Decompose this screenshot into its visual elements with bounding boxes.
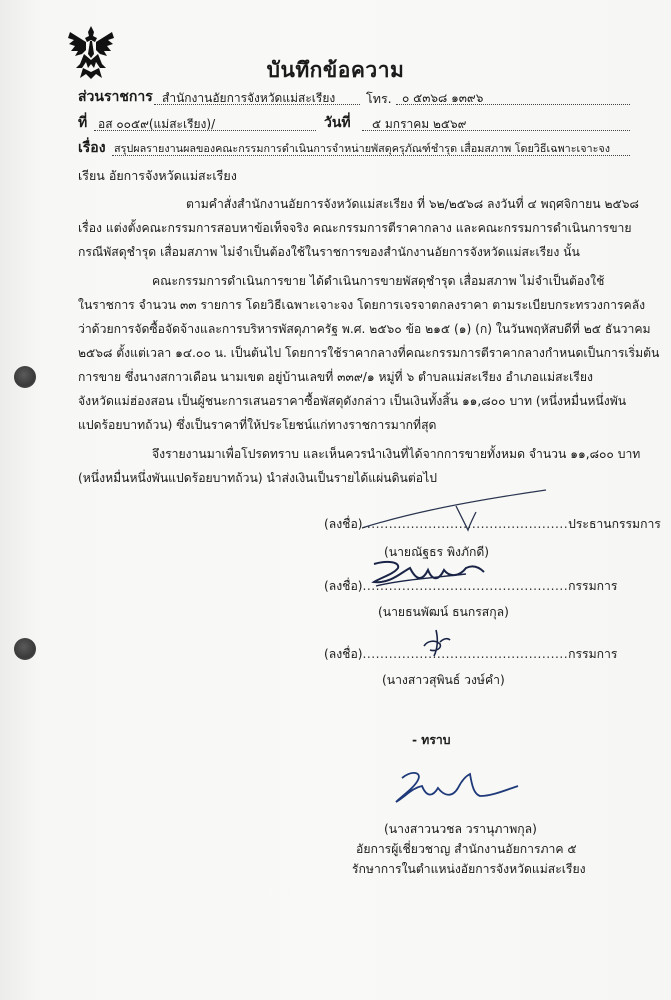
signature-3-prefix: (ลงชื่อ): [324, 647, 363, 661]
date-value: ๕ มกราคม ๒๕๖๙: [372, 117, 467, 131]
paragraph2-line1: คณะกรรมการดำเนินการขาย ได้ดำเนินการขายพัสดุชำรุด เสื่อมสภาพ ไม่จำเป็นต้องใช้: [152, 274, 605, 288]
signature-2-line: [324, 577, 617, 596]
signature-1-name: (นายณัฐธร พิงภักดี): [384, 545, 490, 559]
tel-value: ๐ ๕๓๖๘ ๑๓๙๖: [402, 91, 484, 105]
signature-prosecutor-icon: [392, 766, 522, 806]
paragraph2-line6: จังหวัดแม่ฮ่องสอน เป็นผู้ชนะการเสนอราคาซื้อพัสดุดังกล่าว เป็นเงินทั้งสิ้น ๑๑,๘๐๐ บาท (หนึ่งหมื่นหนึ่งพัน: [78, 394, 627, 408]
paragraph2-line7: แปดร้อยบาทถ้วน) ซึ่งเป็นราคาที่ให้ประโยชน์แก่ทางราชการมากที่สุด: [78, 418, 437, 432]
date-label: วันที่: [324, 115, 351, 131]
paragraph2-line4: ๒๕๖๘ ตั้งแต่เวลา ๑๔.๐๐ น. เป็นต้นไป โดยการใช้ราคากลางที่คณะกรรมการตีราคากลางกำหนดเป็นการเริ่มต้น: [78, 346, 660, 360]
paragraph3-line2: (หนึ่งหมื่นหนึ่งพันแปดร้อยบาทถ้วน) นำส่งเงินเป็นรายได้แผ่นดินต่อไป: [78, 471, 437, 485]
signature-3-dots: ...............................................: [362, 647, 569, 661]
subject-value: สรุปผลรายงานผลของคณะกรรมการดำเนินการจำหน่ายพัสดุครุภัณฑ์ชำรุด เสื่อมสภาพ โดยวิธีเฉพาะเจาะจง: [114, 142, 611, 155]
punch-hole-bottom: [14, 638, 36, 660]
tel-label: โทร.: [366, 91, 392, 106]
ref-value: อส ๐๐๕๙(แม่สะเรียง)/: [98, 117, 216, 131]
signature-3-role: กรรมการ: [568, 647, 618, 661]
signature-3-line: [324, 645, 617, 664]
signature-2-dots: ...............................................: [362, 579, 569, 593]
subject-row: [78, 137, 106, 159]
prosecutor-position1: อัยการผู้เชี่ยวชาญ สำนักงานอัยการภาค ๕: [356, 842, 577, 856]
paragraph1-line1: ตามคำสั่งสำนักงานอัยการจังหวัดแม่สะเรียง ที่ ๖๒/๒๕๖๘ ลงวันที่ ๔ พฤศจิกายน ๒๕๖๘: [186, 197, 639, 211]
signature-3-name: (นางสาวสุพินธ์ วงษ์คำ): [382, 673, 505, 687]
subject-label: เรื่อง: [78, 140, 106, 156]
punch-hole-top: [14, 366, 36, 388]
paragraph2-line2: ในราชการ จำนวน ๓๓ รายการ โดยวิธีเฉพาะเจาะจง โดยการเจรจาตกลงราคา ตามระเบียบกระทรวงการคลัง: [78, 298, 646, 312]
prosecutor-name: (นางสาวนวชล วรานุภาพกุล): [384, 822, 537, 836]
agency-label: ส่วนราชการ: [78, 89, 153, 105]
signature-2-name: (นายธนพัฒน์ ธนกรสกุล): [378, 605, 509, 619]
ref-row: [78, 112, 87, 134]
memo-title: บันทึกข้อความ: [266, 58, 405, 82]
signature-1-dots: ...............................................: [362, 517, 569, 531]
paragraph1-line3: กรณีพัสดุชำรุด เสื่อมสภาพ ไม่จำเป็นต้องใช้ในราชการของสำนักงานอัยการจังหวัดแม่สะเรียง นั้น: [78, 245, 580, 259]
signature-2-prefix: (ลงชื่อ): [324, 579, 363, 593]
signature-1-line: [324, 515, 661, 534]
salutation: เรียน อัยการจังหวัดแม่สะเรียง: [78, 168, 237, 183]
date-row: [324, 112, 351, 134]
paragraph2-line3: ว่าด้วยการจัดซื้อจัดจ้างและการบริหารพัสดุภาครัฐ พ.ศ. ๒๕๖๐ ข้อ ๒๑๕ (๑) (ก) ในวันพฤหัสบดีที่ ๒๕ ธันวาคม: [78, 322, 651, 336]
ref-label: ที่: [78, 115, 88, 131]
acknowledge-text: - ทราบ: [412, 733, 451, 747]
agency-row: [78, 86, 153, 108]
signature-1-prefix: (ลงชื่อ): [324, 517, 363, 531]
signature-1-role: ประธานกรรมการ: [568, 517, 661, 531]
agency-value: สำนักงานอัยการจังหวัดแม่สะเรียง: [162, 91, 336, 105]
paragraph1-line2: เรื่อง แต่งตั้งคณะกรรมการสอบหาข้อเท็จจริง คณะกรรมการตีราคากลาง และคณะกรรมการดำเนินการขาย: [78, 221, 632, 235]
paragraph2-line5: การขาย ซึ่งนางสกาวเดือน นามเขต อยู่บ้านเลขที่ ๓๓๙/๑ หมู่ที่ ๖ ตำบลแม่สะเรียง อำเภอแม่สะเรียง: [78, 370, 593, 384]
paragraph3-line1: จึงรายงานมาเพื่อโปรดทราบ และเห็นควรนำเงินที่ได้จากการขายทั้งหมด จำนวน ๑๑,๘๐๐ บาท: [152, 447, 641, 461]
signature-2-role: กรรมการ: [568, 579, 618, 593]
prosecutor-position2: รักษาการในตำแหน่งอัยการจังหวัดแม่สะเรียง: [352, 862, 586, 876]
